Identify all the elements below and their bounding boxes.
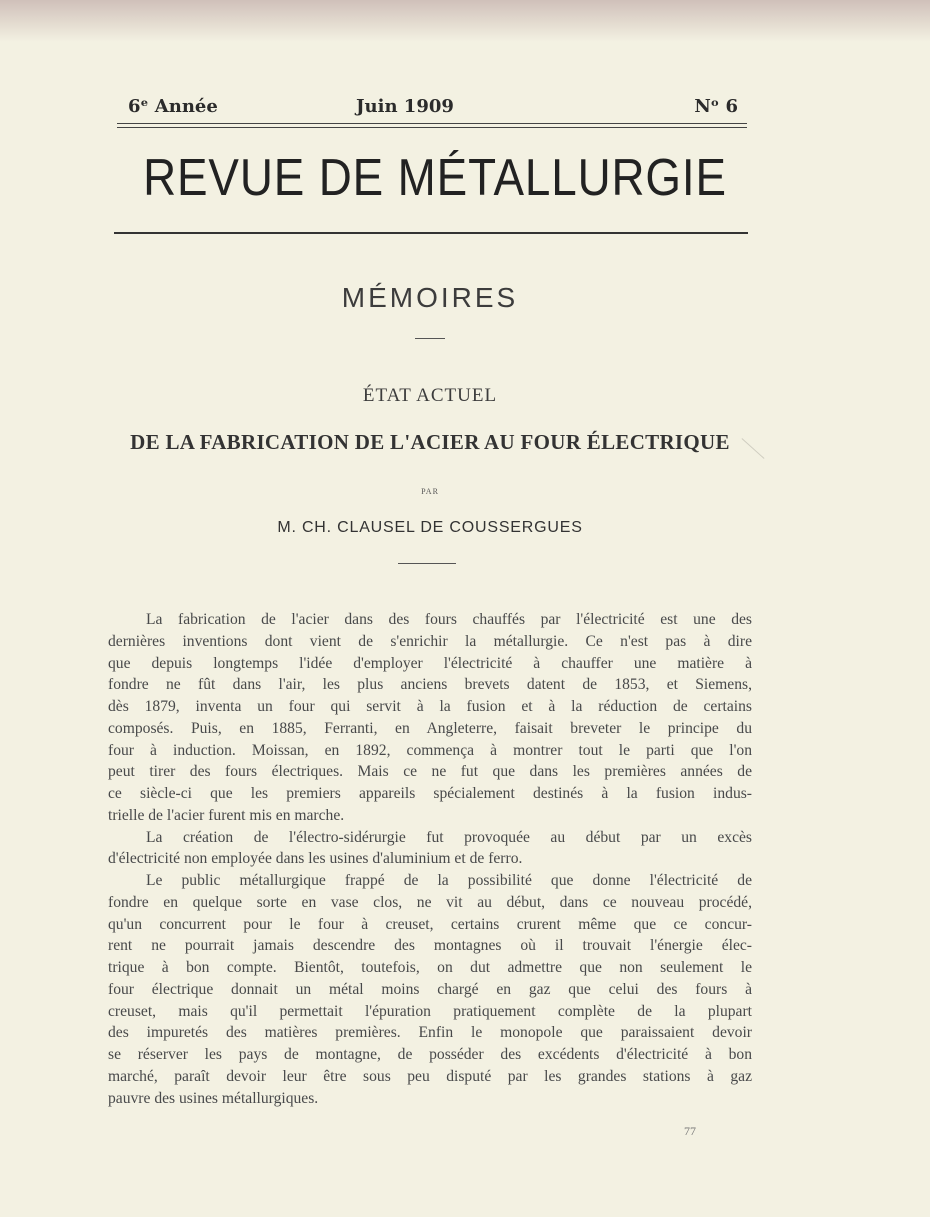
body-line: marché, paraît devoir leur être sous peu disputé par les grandes stations à gaz [108,1067,752,1085]
body-line: ce siècle-ci que les premiers appareils spécialement destinés à la fusion indus- [108,785,752,802]
body-line: se réserver les pays de montagne, de posséder des excédents d'électricité à bon [108,1046,752,1063]
section-heading: MÉMOIRES [341,282,519,313]
article-title-line-1: ÉTAT ACTUEL [362,385,498,406]
body-line: des impuretés des matières premières. Enfin le monopole que paraissaient devoir [108,1024,752,1042]
issue-date: Juin 1909 [356,96,454,117]
body-line: creuset, mais qu'il permettait l'épuration pratiquement complète de la plupart [108,1002,752,1020]
volume-year: 6ᵉ Année [128,96,218,117]
body-line: que depuis longtemps l'idée d'employer l'électricité à chauffer une matière à [108,654,752,672]
body-line: pauvre des usines métallurgiques. [108,1089,319,1107]
journal-title: REVUE DE MÉTALLURGIE [143,149,727,207]
author-divider [398,563,456,564]
header-double-rule [117,123,747,128]
body-line: rent ne pourrait jamais descendre des montagnes où il trouvait l'énergie élec- [108,937,752,955]
body-line: La création de l'électro-sidérurgie fut provoquée au début par un excès [146,828,752,846]
author-name: M. CH. CLAUSEL DE COUSSERGUES [277,519,583,536]
body-line: four à induction. Moissan, en 1892, commença à montrer tout le parti que l'on [108,741,752,759]
body-line: fondre en quelque sorte en vase clos, ne vit au début, dans ce nouveau procédé, [108,893,752,911]
article-title-line-2: DE LA FABRICATION DE L'ACIER AU FOUR ÉLECTRIQUE [130,430,730,454]
body-line: trielle de l'acier furent mis en marche. [108,806,345,824]
body-line: Le public métallurgique frappé de la possibilité que donne l'électricité de [146,872,752,889]
body-line: peut tirer des fours électriques. Mais ce ne fut que dans les premières années de [108,763,752,781]
body-line: four électrique donnait un métal moins chargé en gaz que celui des fours à [108,980,752,998]
byline-par: PAR [421,487,439,496]
section-divider [415,338,445,339]
body-line: d'électricité non employée dans les usines d'aluminium et de ferro. [108,850,523,868]
body-line: composés. Puis, en 1885, Ferranti, en Angleterre, faisait breveter le principe du [108,719,752,737]
issue-number: Nᵒ 6 [694,96,738,117]
page-number: 77 [684,1124,696,1138]
page-edge-stain [0,0,930,42]
body-line: trique à bon compte. Bientôt, toutefois, on dut admettre que non seulement le [108,959,752,976]
article-body [108,609,752,1109]
running-header [108,96,748,120]
body-line: dernières inventions dont vient de s'enrichir la métallurgie. Ce n'est pas à dire [108,632,752,650]
body-line: La fabrication de l'acier dans des fours chauffés par l'électricité est une des [146,611,752,628]
body-line: dès 1879, inventa un four qui servit à la fusion et à la réduction de certains [108,698,752,715]
body-line: qu'un concurrent pour le four à creuset, certains crurent même que ce concur- [108,915,752,933]
title-rule [114,232,748,234]
body-line: fondre ne fût dans l'air, les plus anciens brevets datent de 1853, et Siemens, [108,676,752,694]
